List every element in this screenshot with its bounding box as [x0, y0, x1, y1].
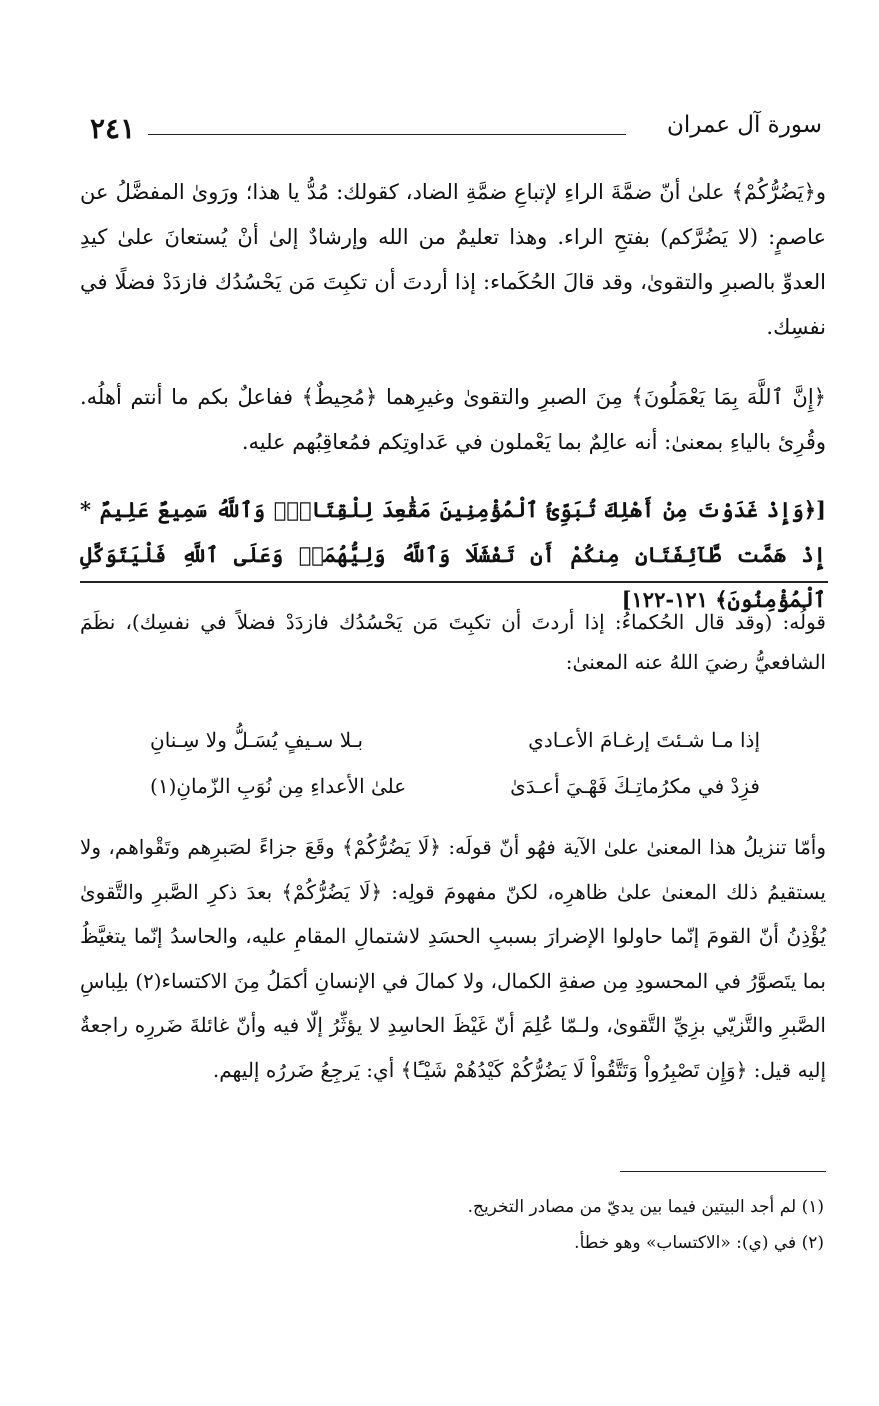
footnote-divider: [620, 1171, 826, 1172]
page-number: ٢٤١: [90, 112, 136, 145]
poem-hemistich: بـلا سـيفٍ يُسَـلُّ ولا سِـنانِ: [150, 728, 364, 752]
gloss-body: وأمّا تنزيلُ هذا المعنىٰ علىٰ الآية فهُو أنّ قولَه: ﴿لَا يَضُرُّكُمْ﴾ وقَعَ جزاءً لصَبرِهم وتَقْواهم، ولا يستقيمُ ذلك المعنىٰ علىٰ ظاهرِه، لكنّ مفهومَ قولِه: ﴿لَا يَضُرُّكُمْ﴾ بعدَ ذكرِ الصَّبرِ والتَّقوىٰ يُؤْذِنُ أنّ القومَ إنّما حاولوا الإضرارَ بسببِ الحسَدِ لاشتمالِ المقامِ عليه، والحاسدُ إنّما يتغيَّظُ بما يتَصوَّرُ في المحسودِ مِن صفةِ الكمال، ولا كمالَ في الإنسانِ أكمَلُ مِنَ الاكتساء(٢) بلِباسِ الصَّبرِ والتَّزيّي بزِيِّ التَّقوىٰ، ولـمّا عُلِمَ أنّ غَيْظَ الحاسِدِ لا يؤثِّرُ إلّا فيه وأنّ غائلةَ ضَررِه راجعةٌ إليه قيل: ﴿وَإِن تَصْبِرُواْ وَتَتَّقُواْ لَا يَضُرُّكُمْ كَيْدُهُمْ شَيْـًٔا﴾ أي: يَرجِعُ ضَررُه إليهم.: [80, 835, 826, 1082]
poem-hemistich: فزِدْ في مكرُماتِـكَ فَهْـيَ أعـدَىٰ: [510, 774, 760, 798]
surah-title: سورة آل عمران: [666, 112, 822, 138]
poem-line: [150, 774, 760, 816]
footnote: (٢) في (ي): «الاكتساب» وهو خطأ.: [574, 1233, 824, 1253]
section-divider: [80, 581, 828, 583]
page-header: [82, 112, 822, 152]
footnote: (١) لم أجد البيتين فيما بين يديّ من مصادر التخريج.: [467, 1197, 824, 1217]
quran-verse-block: [﴿وَإِذْ غَدَوْتَ مِنْ أَهْلِكَ تُبَوِّئُ ٱلْمُؤْمِنِينَ مَقَٰعِدَ لِلْقِتَالِۗ وَٱللَّهُ سَمِيعٌ عَلِيمٌ * إِذْ هَمَّت طَّآئِفَتَانِ مِنكُمْ أَن تَفْشَلَا وَٱللَّهُ وَلِيُّهُمَاۗ وَعَلَى ٱللَّهِ فَلْيَتَوَكَّلِ ٱلْمُؤْمِنُونَ﴾ ١٢١-١٢٢]: [80, 497, 826, 612]
gloss-intro: قولُه: (وقد قال الحُكماءُ: إذا أردتَ أن تكبِتَ مَن يَحْسُدُك فازدَدْ فضلاً في نفسِك)، نظَمَ الشافعيُّ رضيَ اللهُ عنه المعنىٰ:: [80, 610, 826, 674]
poem-hemistich: إذا مـا شـئتَ إرغـامَ الأعـادي: [528, 728, 760, 752]
commentary-paragraph: و﴿يَضُرُّكُمْ﴾ علىٰ أنّ ضمَّةَ الراءِ لإتباعِ ضمَّةِ الضاد، كقولك: مُدُّ يا هذا؛ ورَوىٰ المفضَّلُ عن عاصمٍ: (لا يَضُرَّكم) بفتحِ الراء. وهذا تعليمٌ من الله وإرشادٌ إلىٰ أنْ يُستعانَ علىٰ كيدِ العدوِّ بالصبرِ والتقوىٰ، وقد قالَ الحُكَماء: إذا أردتَ أن تكبِتَ مَن يَحْسُدُك فازدَدْ فضلًا في نفسِك.: [80, 180, 826, 339]
poem-line: [150, 728, 760, 770]
poem-hemistich: علىٰ الأعداءِ مِن نُوَبِ الزّمانِ(١): [150, 774, 407, 798]
header-rule: [148, 134, 626, 135]
commentary-paragraph: ﴿إِنَّ ٱللَّهَ بِمَا يَعْمَلُونَ﴾ مِنَ الصبرِ والتقوىٰ وغيرِهما ﴿مُحِيطٌ﴾ ففاعلٌ بكم ما أنتم أهلُه. وقُرِئ بالياءِ بمعنىٰ: أنه عالِمٌ بما يَعْملون في عَداوتِكم فمُعاقِبُهم عليه.: [80, 385, 826, 454]
